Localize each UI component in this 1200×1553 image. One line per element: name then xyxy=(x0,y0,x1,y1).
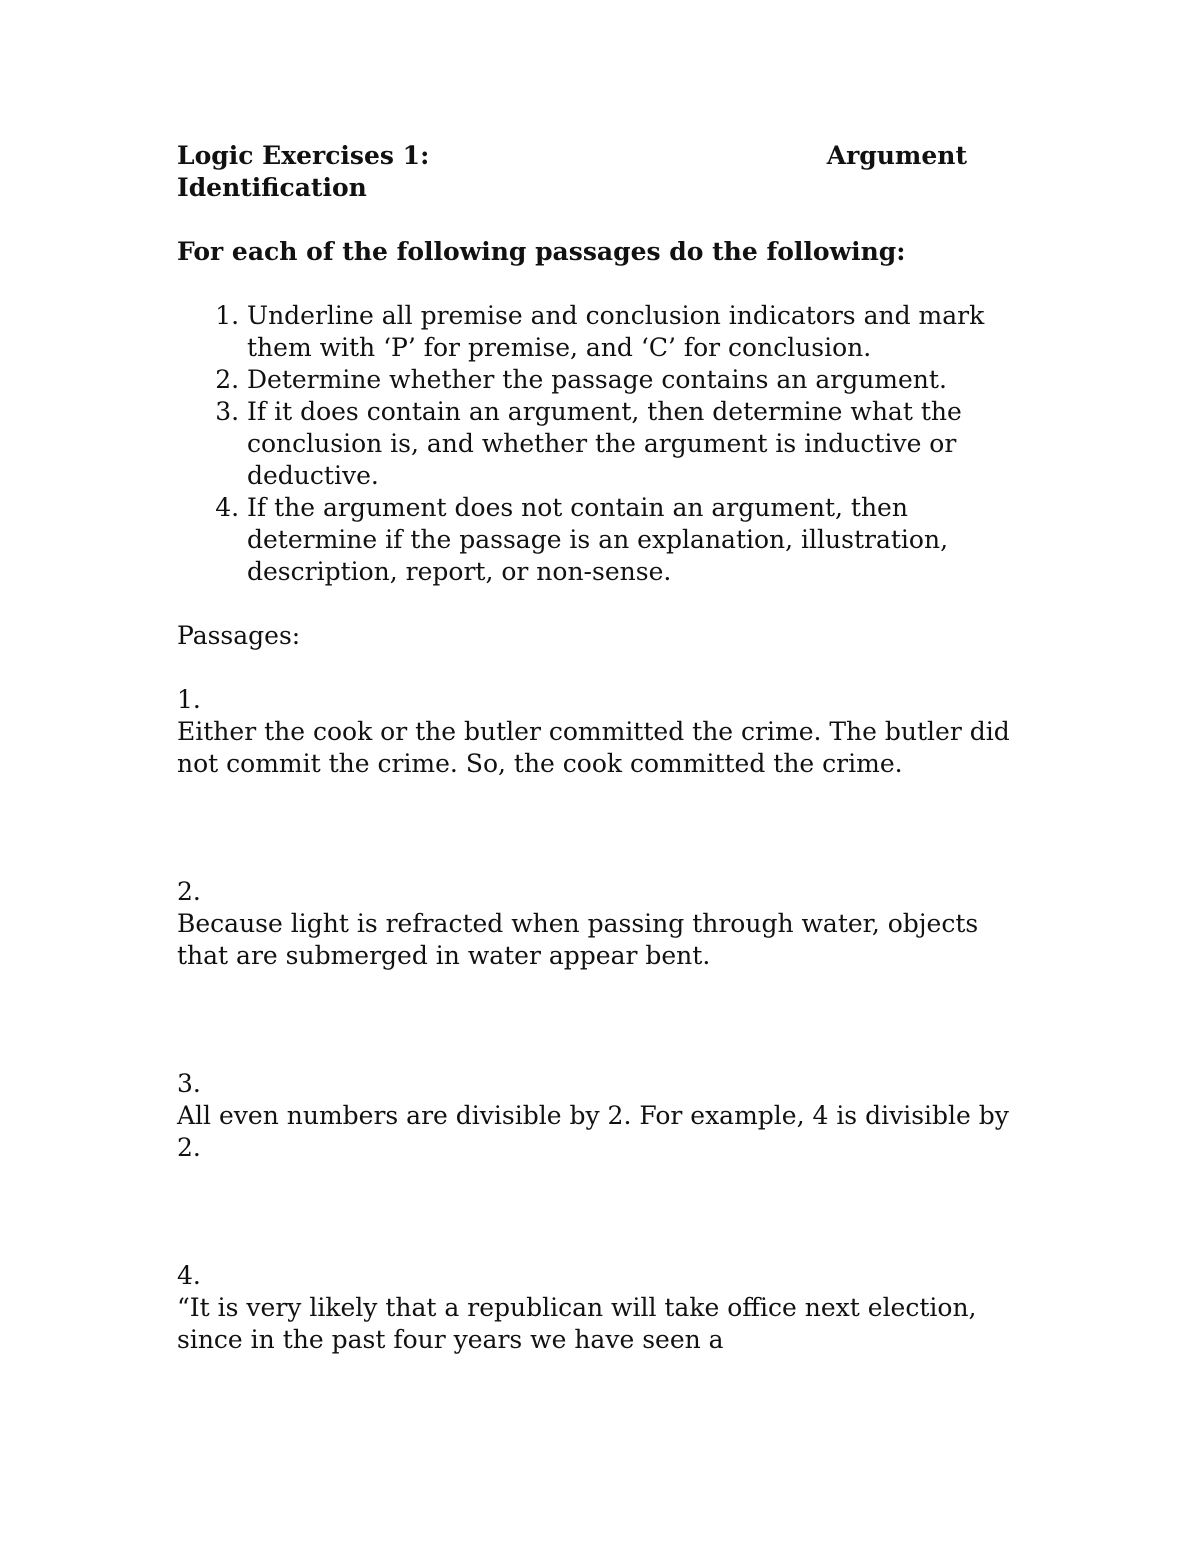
instructions-heading: For each of the following passages do the following: xyxy=(177,237,906,266)
passage-3 xyxy=(177,1068,1037,1164)
title-right: Argument xyxy=(826,141,967,170)
passage-4 xyxy=(177,1260,1037,1356)
passages-label: Passages: xyxy=(177,621,301,650)
document-body xyxy=(177,140,1037,1356)
passage-text: Either the cook or the butler committed the crime. The butler did not commit the crime. So, the cook committed the crime. xyxy=(177,717,1010,778)
passage-text: All even numbers are divisible by 2. For example, 4 is divisible by 2. xyxy=(177,1101,1009,1162)
passage-text: Because light is refracted when passing through water, objects that are submerged in water appear bent. xyxy=(177,909,979,970)
answer-space xyxy=(177,972,1037,1068)
passage-number: 1. xyxy=(177,685,201,714)
answer-space xyxy=(177,780,1037,876)
passage-number: 2. xyxy=(177,877,201,906)
instruction-steps xyxy=(177,300,1037,588)
document-title xyxy=(177,140,967,172)
passage-1 xyxy=(177,684,1037,780)
passage-text: “It is very likely that a republican will take office next election, since in the past four years we have seen a xyxy=(177,1293,977,1354)
instruction-step: 4. If the argument does not contain an argument, then determine if the passage is an explanation, illustration, description, report, or non-sense. xyxy=(247,492,1037,588)
title-line-2: Identification xyxy=(177,173,367,202)
title-left: Logic Exercises 1: xyxy=(177,141,430,170)
instruction-step: 2. Determine whether the passage contains an argument. xyxy=(247,364,1037,396)
passage-2 xyxy=(177,876,1037,972)
instruction-step: 1. Underline all premise and conclusion indicators and mark them with ‘P’ for premise, and ‘C’ for conclusion. xyxy=(247,300,1037,364)
passage-number: 3. xyxy=(177,1069,201,1098)
passage-number: 4. xyxy=(177,1261,201,1290)
answer-space xyxy=(177,1164,1037,1260)
instruction-step: 3. If it does contain an argument, then determine what the conclusion is, and whether the argument is inductive or deductive. xyxy=(247,396,1037,492)
